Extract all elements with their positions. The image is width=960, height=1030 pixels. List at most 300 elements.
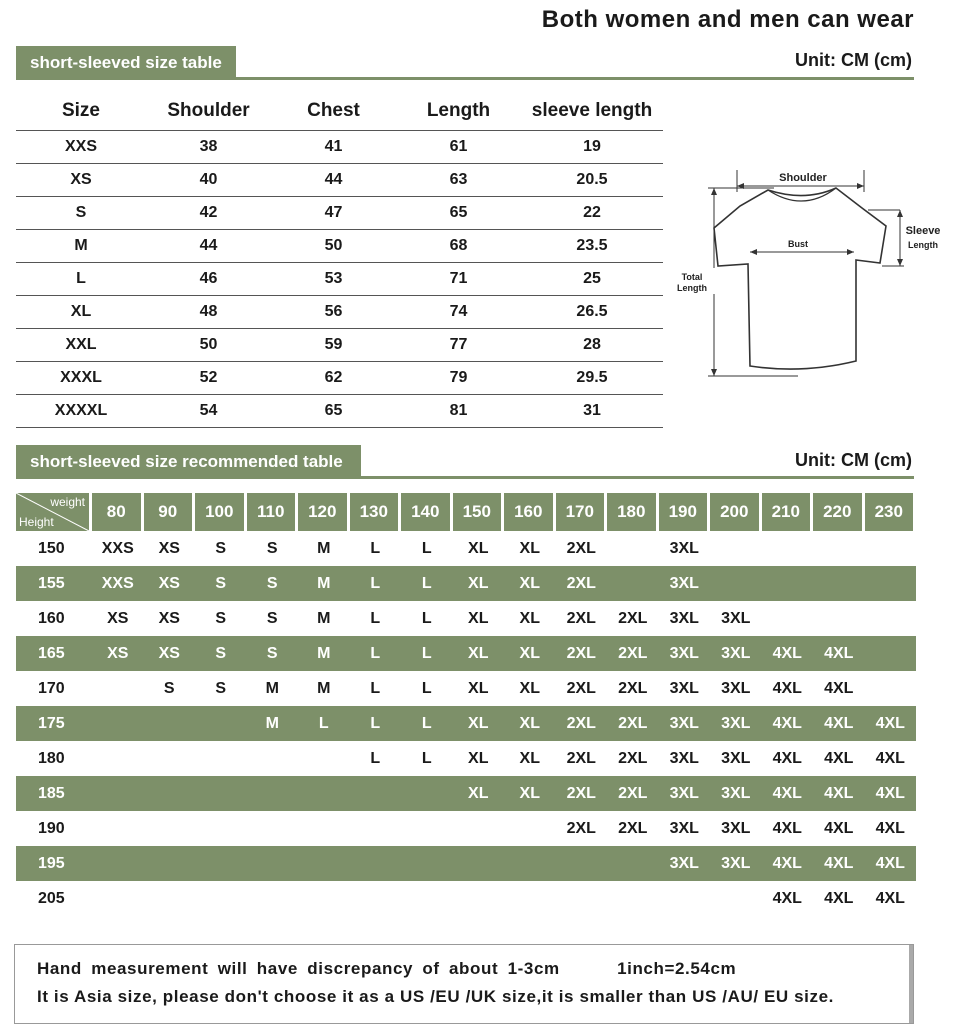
recommended-size-cell: 2XL [618,819,648,837]
recommended-size-cell: 4XL [824,679,854,697]
tshirt-outline [714,188,886,369]
sleeve-cell: 23.5 [521,229,663,262]
recommended-size-cell [92,706,144,741]
size-notes-box [14,944,914,1024]
shoulder-cell: 40 [146,163,271,196]
inch-conversion-note: 1inch=2.54cm [617,959,737,978]
recommend-table-row [16,846,916,881]
height-cell: 160 [38,609,65,627]
recommended-size-cell: 2XL [566,539,596,557]
recommended-size-cell: 3XL [659,846,711,881]
discrepancy-note: Hand measurement will have discrepancy of about 1-3cm [37,959,560,978]
recommended-size-cell: XL [468,749,489,767]
weight-header-cell: 150 [453,493,505,531]
recommended-size-cell: S [163,679,175,697]
recommended-size-cell: XL [504,706,556,741]
recommended-size-cell [350,776,402,811]
recommend-table-title: short-sleeved size recommended table [16,445,361,479]
chest-cell: 56 [271,295,396,328]
recommended-size-cell: 3XL [659,776,711,811]
recommended-size-cell [401,846,453,881]
recommended-size-cell [607,531,659,566]
sleeve-cell: 31 [521,394,663,427]
recommend-table-row [16,601,916,636]
recommend-table-row [16,811,916,846]
recommended-size-cell [504,881,556,916]
length-cell: 61 [396,130,521,163]
shoulder-cell: 54 [146,394,271,427]
recommended-size-cell: XL [453,636,505,671]
recommended-size-cell: 3XL [659,566,711,601]
recommended-size-cell: 3XL [721,609,751,627]
asia-size-note: It is Asia size, please don't choose it as a US /EU /UK size,it is smaller than US /AU/ EU size. [37,987,834,1006]
recommended-size-cell: 3XL [710,846,762,881]
recommended-size-cell: L [350,566,402,601]
tshirt-measurement-diagram [668,168,948,383]
recommended-size-cell: L [370,749,381,767]
recommended-size-cell: L [401,636,453,671]
recommended-size-cell: M [298,636,350,671]
recommended-size-cell [350,881,402,916]
recommended-size-cell [92,671,144,706]
recommended-size-cell: XS [144,636,196,671]
weight-header-cell: 200 [710,493,762,531]
length-cell: 81 [396,394,521,427]
weight-header-cell: 110 [247,493,299,531]
recommended-size-cell [195,776,247,811]
recommended-size-cell: 4XL [762,706,814,741]
page-headline: Both women and men can wear [541,6,914,33]
weight-header-cell: 130 [350,493,402,531]
recommended-size-cell [247,741,299,776]
size-table-header-row [16,92,663,130]
height-cell: 165 [16,636,92,671]
bust-label: Bust [788,239,808,249]
recommended-size-cell [92,741,144,776]
length-cell: 63 [396,163,521,196]
recommended-size-cell: 3XL [710,636,762,671]
recommended-size-cell: M [317,609,331,627]
size-table-row [16,196,663,229]
recommended-size-cell: XS [158,609,180,627]
recommended-size-cell: XL [453,566,505,601]
recommended-size-cell: 2XL [556,706,608,741]
shoulder-cell: 38 [146,130,271,163]
recommended-size-cell [813,531,865,566]
recommended-size-cell: 4XL [865,846,917,881]
chest-cell: 47 [271,196,396,229]
recommended-size-cell: 4XL [762,776,814,811]
recommend-table-row [16,741,916,776]
sleeve-cell: 28 [521,328,663,361]
chest-cell: 62 [271,361,396,394]
size-table-row [16,262,663,295]
size-cell: S [16,196,146,229]
recommended-size-cell: 4XL [865,706,917,741]
height-cell: 195 [16,846,92,881]
height-cell: 190 [38,819,65,837]
recommended-size-cell: 4XL [772,889,802,907]
recommended-size-cell: 3XL [669,819,699,837]
recommended-size-cell: 4XL [813,776,865,811]
recommended-size-cell [298,881,350,916]
recommended-size-cell: 3XL [721,679,751,697]
chest-cell: 65 [271,394,396,427]
recommended-size-cell [865,531,917,566]
weight-header-cell: 170 [556,493,608,531]
recommend-table-row [16,671,916,706]
recommended-size-cell: XL [468,609,489,627]
recommended-size-cell: 3XL [659,706,711,741]
size-cell: XXXL [16,361,146,394]
recommended-size-cell: XXS [92,566,144,601]
recommended-size-cell: XS [107,609,129,627]
recommend-table [16,493,916,916]
recommended-size-cell: 4XL [813,706,865,741]
recommended-size-cell: 3XL [721,749,751,767]
size-table-unit: Unit: CM (cm) [795,50,912,70]
size-table-row [16,394,663,427]
recommended-size-cell: 2XL [556,566,608,601]
recommended-size-cell: 2XL [566,819,596,837]
chest-cell: 44 [271,163,396,196]
recommended-size-cell: L [401,566,453,601]
weight-axis-label: weight [50,495,85,509]
recommended-size-cell: XS [158,539,180,557]
length-cell: 79 [396,361,521,394]
recommended-size-cell: L [350,706,402,741]
recommended-size-cell [195,846,247,881]
recommended-size-cell [298,776,350,811]
recommended-size-cell: 4XL [762,846,814,881]
recommended-size-cell [710,566,762,601]
recommended-size-cell [92,846,144,881]
recommended-size-cell: S [215,679,227,697]
recommended-size-cell [247,846,299,881]
recommended-size-cell: 3XL [669,679,699,697]
recommended-size-cell: L [370,609,381,627]
sleeve-length-label: Length [908,240,938,250]
recommended-size-cell: 3XL [659,636,711,671]
recommended-size-cell: L [298,706,350,741]
height-cell: 175 [16,706,92,741]
recommended-size-cell [247,881,299,916]
recommended-size-cell [247,776,299,811]
recommended-size-cell: XL [468,679,489,697]
shoulder-cell: 46 [146,262,271,295]
recommended-size-cell: S [215,609,227,627]
recommended-size-cell: XL [504,636,556,671]
recommended-size-cell: XS [92,636,144,671]
recommended-size-cell [607,881,659,916]
recommended-size-cell [247,811,299,846]
recommended-size-cell [607,846,659,881]
recommended-size-cell [401,776,453,811]
recommended-size-cell [144,741,196,776]
recommend-table-row [16,881,916,916]
recommended-size-cell [195,706,247,741]
recommended-size-cell [659,881,711,916]
recommended-size-cell: 2XL [566,679,596,697]
recommended-size-cell [762,531,814,566]
recommended-size-cell: 2XL [607,776,659,811]
recommended-size-cell: 4XL [824,889,854,907]
height-cell: 170 [38,679,65,697]
recommended-size-cell [92,776,144,811]
recommended-size-cell: XL [453,776,505,811]
length-cell: 77 [396,328,521,361]
recommended-size-cell [453,846,505,881]
chest-cell: 50 [271,229,396,262]
recommended-size-cell [350,811,402,846]
recommended-size-cell [144,706,196,741]
recommended-size-cell: 3XL [710,776,762,811]
recommended-size-cell: 2XL [566,609,596,627]
recommended-size-cell: L [421,679,432,697]
size-cell: XL [16,295,146,328]
recommended-size-cell [92,881,144,916]
sleeve-cell: 20.5 [521,163,663,196]
size-table [16,92,663,428]
size-table-title: short-sleeved size table [16,46,236,80]
recommended-size-cell: 4XL [875,749,905,767]
recommended-size-cell: 3XL [669,539,699,557]
shoulder-cell: 48 [146,295,271,328]
recommended-size-cell: 4XL [875,819,905,837]
recommended-size-cell [813,566,865,601]
recommended-size-cell [865,671,917,706]
recommended-size-cell [92,811,144,846]
height-cell: 205 [38,889,65,907]
size-col-header: Size [16,92,146,130]
sleeve-cell: 19 [521,130,663,163]
recommended-size-cell: XL [519,749,540,767]
section-divider [16,476,914,479]
recommended-size-cell [144,811,196,846]
sleeve-label: Sleeve [905,225,941,237]
weight-header-cell: 180 [607,493,659,531]
weight-header-cell: 210 [762,493,814,531]
height-cell: 150 [38,539,65,557]
recommended-size-cell [865,636,917,671]
recommended-size-cell: XL [504,566,556,601]
recommended-size-cell [504,811,556,846]
recommended-size-cell [401,881,453,916]
recommended-size-cell [504,846,556,881]
recommended-size-cell: XS [144,566,196,601]
weight-header-cell: 100 [195,493,247,531]
size-table-row [16,130,663,163]
weight-header-cell: 190 [659,493,711,531]
recommended-size-cell: M [298,566,350,601]
recommended-size-cell: 2XL [607,706,659,741]
recommended-size-cell: 4XL [824,749,854,767]
height-cell: 155 [16,566,92,601]
recommended-size-cell: XL [453,706,505,741]
recommended-size-cell [556,846,608,881]
size-table-row [16,328,663,361]
recommended-size-cell: S [215,539,227,557]
sleeve-cell: 29.5 [521,361,663,394]
size-table-row [16,295,663,328]
length-cell: 68 [396,229,521,262]
total-label: Total [681,272,703,282]
size-cell: XXXXL [16,394,146,427]
height-cell: 180 [38,749,65,767]
shoulder-cell: 42 [146,196,271,229]
weight-header-cell: 80 [92,493,144,531]
recommended-size-cell [401,811,453,846]
recommended-size-cell: XL [468,539,489,557]
recommended-size-cell [762,601,814,636]
recommended-size-cell [453,811,505,846]
recommended-size-cell: 2XL [556,776,608,811]
recommended-size-cell: L [421,609,432,627]
weight-header-cell: 230 [865,493,917,531]
recommended-size-cell: L [370,679,381,697]
shoulder-cell: 50 [146,328,271,361]
recommended-size-cell: S [247,566,299,601]
recommended-size-cell [144,846,196,881]
recommended-size-cell: 2XL [618,679,648,697]
recommended-size-cell: M [265,679,279,697]
recommended-size-cell: L [421,749,432,767]
recommended-size-cell [195,881,247,916]
recommended-size-cell [195,811,247,846]
recommended-size-cell: 2XL [607,636,659,671]
section-divider [16,77,914,80]
recommended-size-cell: 2XL [618,609,648,627]
shoulder-cell: 44 [146,229,271,262]
recommended-size-cell [298,811,350,846]
length-cell: 65 [396,196,521,229]
weight-header-row [16,493,916,531]
recommended-size-cell: 3XL [721,819,751,837]
recommended-size-cell: 4XL [813,846,865,881]
weight-header-cell: 220 [813,493,865,531]
recommended-size-cell: L [350,636,402,671]
chest-cell: 59 [271,328,396,361]
recommended-size-cell [350,846,402,881]
recommended-size-cell: S [266,609,278,627]
recommended-size-cell: XL [519,609,540,627]
recommended-size-cell: 4XL [772,819,802,837]
recommended-size-cell [298,741,350,776]
size-cell: XS [16,163,146,196]
weight-height-corner [16,493,92,531]
size-table-header-bar [16,46,914,80]
recommended-size-cell [813,601,865,636]
recommended-size-cell [144,881,196,916]
recommended-size-cell [865,601,917,636]
recommended-size-cell: L [421,539,432,557]
recommended-size-cell [710,881,762,916]
recommended-size-cell: 4XL [824,819,854,837]
size-table-row [16,163,663,196]
chest-col-header: Chest [271,92,396,130]
recommended-size-cell: XL [504,776,556,811]
size-table-row [16,229,663,262]
recommend-table-row [16,776,916,811]
length-cell: 74 [396,295,521,328]
recommend-table-row [16,566,916,601]
recommended-size-cell: 3XL [669,749,699,767]
size-cell: M [16,229,146,262]
sleeve-col-header: sleeve length [521,92,663,130]
recommend-table-header-bar [16,445,914,479]
recommended-size-cell [453,881,505,916]
size-cell: XXL [16,328,146,361]
recommended-size-cell: M [317,679,331,697]
recommended-size-cell: XL [519,539,540,557]
sleeve-cell: 26.5 [521,295,663,328]
recommended-size-cell: S [266,539,278,557]
size-cell: XXS [16,130,146,163]
recommend-table-row [16,531,916,566]
recommended-size-cell [607,566,659,601]
recommended-size-cell: S [195,566,247,601]
weight-header-cell: 160 [504,493,556,531]
recommended-size-cell [556,881,608,916]
length-cell: 71 [396,262,521,295]
shoulder-col-header: Shoulder [146,92,271,130]
recommended-size-cell: 3XL [669,609,699,627]
weight-header-cell: 90 [144,493,196,531]
chest-cell: 41 [271,130,396,163]
recommended-size-cell: 4XL [772,749,802,767]
recommended-size-cell [195,741,247,776]
recommended-size-cell: L [401,706,453,741]
recommend-table-row [16,636,916,671]
height-cell: 185 [16,776,92,811]
recommended-size-cell: S [247,636,299,671]
total-length-label: Length [677,283,707,293]
size-table-row [16,361,663,394]
recommend-table-unit: Unit: CM (cm) [795,450,912,470]
recommended-size-cell: 2XL [566,749,596,767]
recommend-table-row [16,706,916,741]
weight-header-cell: 140 [401,493,453,531]
shoulder-cell: 52 [146,361,271,394]
recommended-size-cell: 2XL [556,636,608,671]
recommended-size-cell: 4XL [762,636,814,671]
length-col-header: Length [396,92,521,130]
recommended-size-cell: XL [519,679,540,697]
tshirt-collar [768,188,836,201]
recommended-size-cell: 2XL [618,749,648,767]
recommended-size-cell: 4XL [772,679,802,697]
chest-cell: 53 [271,262,396,295]
recommended-size-cell: 4XL [865,776,917,811]
recommended-size-cell: S [195,636,247,671]
recommended-size-cell: M [317,539,331,557]
sleeve-cell: 25 [521,262,663,295]
height-axis-label: Height [19,515,54,529]
size-cell: L [16,262,146,295]
recommended-size-cell: M [247,706,299,741]
recommended-size-cell: 3XL [710,706,762,741]
weight-header-cell: 120 [298,493,350,531]
recommended-size-cell: XXS [101,539,134,557]
recommended-size-cell: L [370,539,381,557]
recommended-size-cell: 4XL [875,889,905,907]
shoulder-label: Shoulder [779,172,827,184]
sleeve-cell: 22 [521,196,663,229]
recommended-size-cell: 4XL [813,636,865,671]
recommended-size-cell [710,531,762,566]
recommended-size-cell [298,846,350,881]
recommended-size-cell [144,776,196,811]
